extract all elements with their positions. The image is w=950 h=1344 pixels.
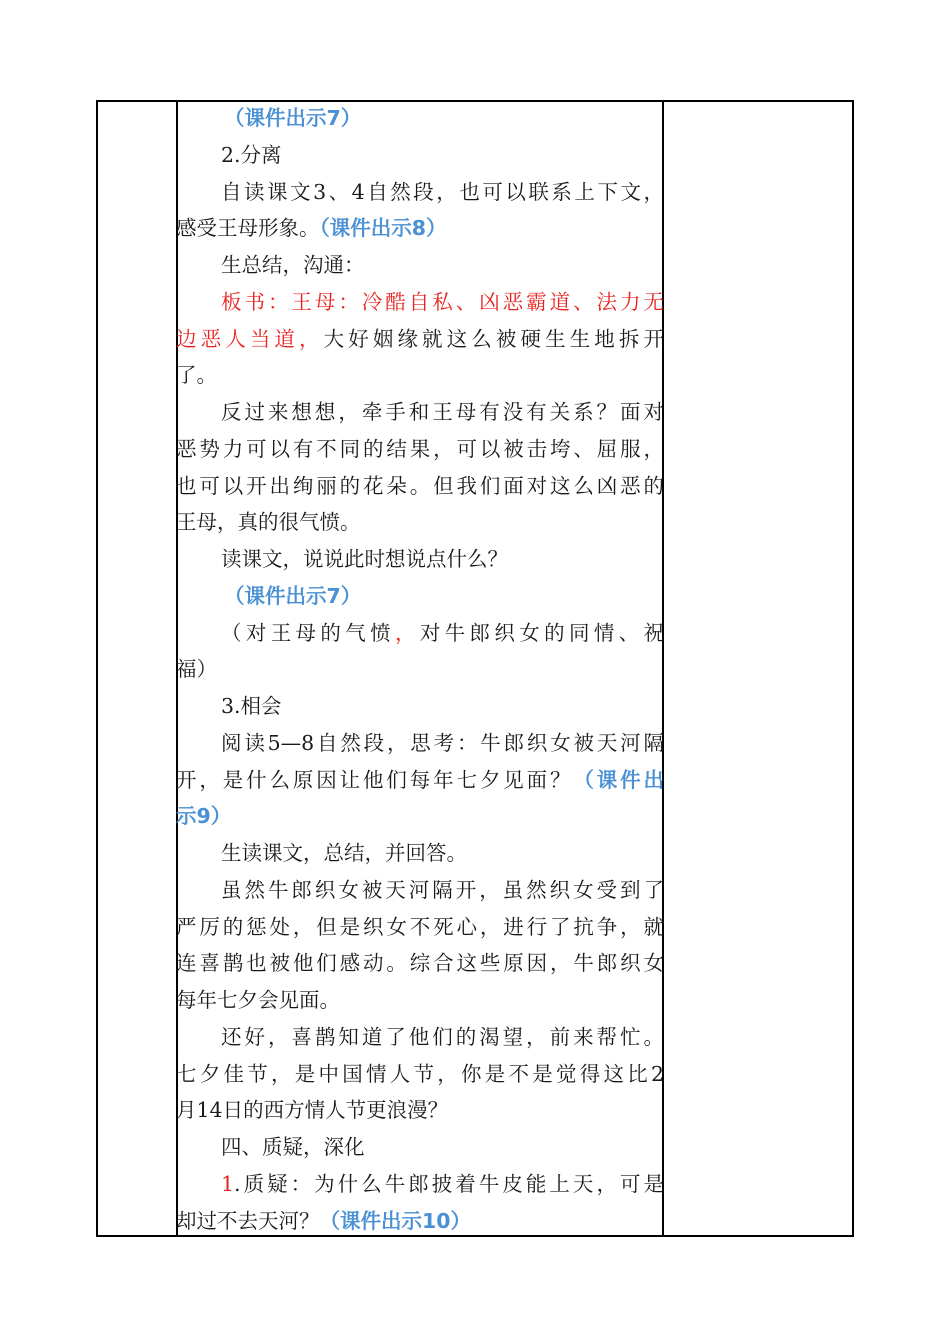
text-span: 感受王母形象。 xyxy=(176,216,320,241)
text-line: 七夕佳节，是中国情人节，你是不是觉得这比2 xyxy=(176,1061,664,1086)
text-line: 连喜鹊也被他们感动。综合这些原因，牛郎织女 xyxy=(176,951,664,976)
text-line: 自读课文3、4自然段，也可以联系上下文， xyxy=(221,179,664,204)
text-span: 却过不去天河？ xyxy=(176,1208,320,1233)
text-line: 严厉的惩处，但是织女不死心，进行了抗争，就 xyxy=(176,914,664,939)
text-span: 大好姻缘就这么被硬生生地拆开 xyxy=(323,326,665,351)
text-line: 生总结，沟通： xyxy=(221,253,365,277)
text-span: 开，是什么原因让他们每年七夕见面？ xyxy=(176,767,574,792)
text-line xyxy=(176,615,664,652)
text-line: 恶势力可以有不同的结果，可以被击垮、屈服， xyxy=(176,436,664,461)
text-line: 了。 xyxy=(176,363,217,388)
courseware-ref: 示9） xyxy=(176,804,232,829)
text-line xyxy=(176,762,664,799)
courseware-ref: （课件出示7） xyxy=(224,106,362,130)
text-span: .质疑：为什么牛郎披着牛皮能上天，可是 xyxy=(234,1171,664,1196)
text-line: 阅读5—8自然段，思考：牛郎织女被天河隔 xyxy=(221,730,664,755)
text-line xyxy=(176,100,664,137)
text-line xyxy=(176,321,664,358)
text-span: 1 xyxy=(221,1171,235,1196)
text-line: 福） xyxy=(176,657,217,682)
courseware-ref: （课件出示10） xyxy=(319,1208,472,1233)
text-line xyxy=(176,1166,664,1203)
lesson-content xyxy=(176,100,664,1237)
text-line: 每年七夕会见面。 xyxy=(176,988,340,1012)
text-line xyxy=(176,210,664,247)
courseware-ref: （课件出示8） xyxy=(319,216,447,241)
text-line: 生读课文，总结，并回答。 xyxy=(221,841,467,865)
text-span: 对牛郎织女的同情、祝 xyxy=(419,620,665,645)
text-line: 也可以开出绚丽的花朵。但我们面对这么凶恶的 xyxy=(176,473,664,498)
text-line: 虽然牛郎织女被天河隔开，虽然织女受到了 xyxy=(221,877,664,902)
text-line: 还好，喜鹊知道了他们的渴望，前来帮忙。 xyxy=(221,1024,664,1049)
text-line: 反过来想想，牵手和王母有没有关系？面对 xyxy=(221,400,664,424)
courseware-ref: （课件出示7） xyxy=(224,583,362,608)
text-line: 月14日的西方情人节更浪漫？ xyxy=(176,1098,449,1123)
text-line xyxy=(176,578,664,615)
text-span: （对王母的气愤 xyxy=(221,620,395,645)
text-line: 王母，真的很气愤。 xyxy=(176,510,361,535)
text-line xyxy=(176,798,664,835)
text-span: ， xyxy=(394,620,420,645)
text-line xyxy=(176,1203,664,1240)
text-line: 读课文，说说此时想说点什么？ xyxy=(221,547,508,571)
section-heading: 2.分离 xyxy=(221,142,282,167)
section-heading: 3.相会 xyxy=(221,694,282,718)
courseware-ref: （课件出 xyxy=(573,767,664,792)
board-note: 板书：王母：冷酷自私、凶恶霸道、法力无 xyxy=(221,289,664,314)
board-note: 边恶人当道， xyxy=(176,326,324,351)
section-heading: 四、质疑，深化 xyxy=(221,1135,365,1159)
